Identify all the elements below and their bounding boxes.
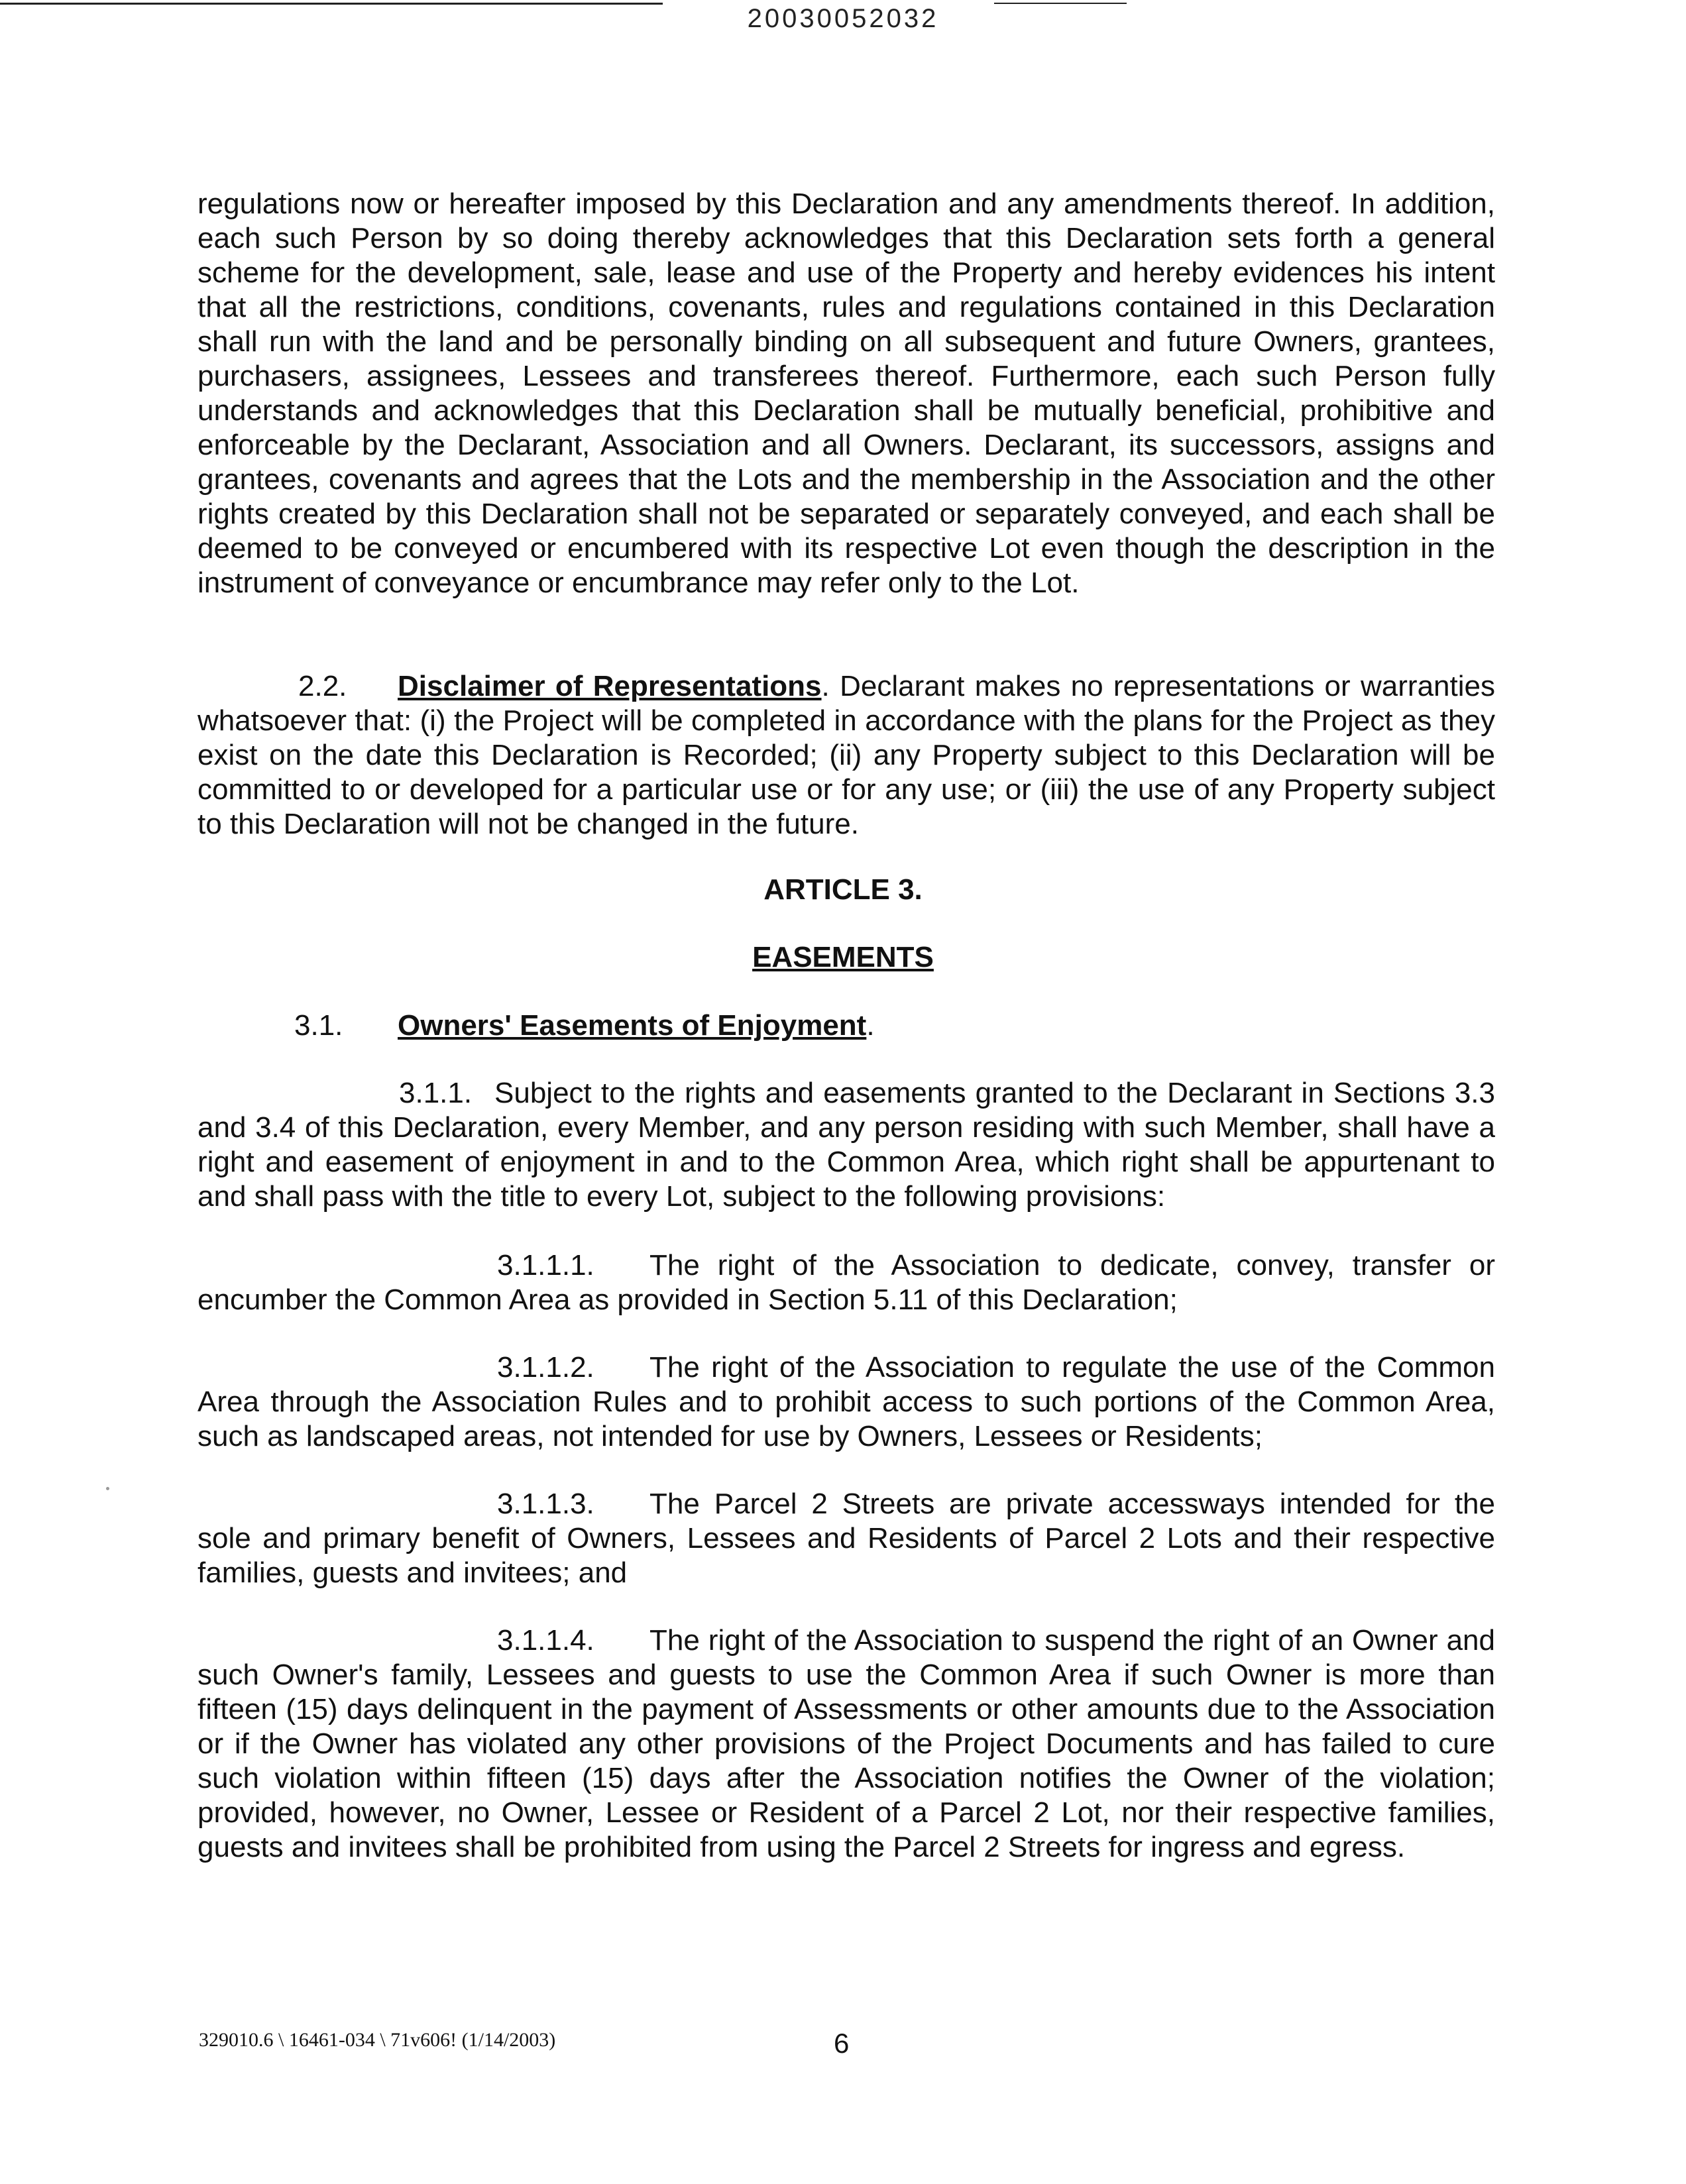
section-3-1-1-2 [197,1350,1495,1454]
section-number: 3.1. [294,1009,343,1042]
section-text: . Declarant makes no representations or warranties whatsoever that: (i) the Project will be completed in accordance with the plans for the Project as they exist on the date this Declaration is Recorded; (ii) any Property subject to this Declaration will be committed to or developed for a particular use or for any use; or (iii) the use of any Property subject to this Declaration will not be changed in the future. [197,670,1495,840]
section-2-2 [197,669,1495,842]
article-title: EASEMENTS [752,941,934,973]
section-number: 3.1.1.4. [497,1624,594,1657]
footer-document-code: 329010.6 \ 16461-034 \ 71v606! (1/14/2003) [199,2029,556,2051]
section-title: Disclaimer of Representations [398,670,822,702]
section-3-1-1-3 [197,1487,1495,1590]
section-number: 3.1.1.1. [497,1249,594,1282]
section-3-1-1-4 [197,1623,1495,1865]
section-number: 3.1.1.3. [497,1488,594,1520]
section-period: . [866,1009,875,1042]
section-text: The Parcel 2 Streets are private accessways intended for the sole and primary benefit of Owners, Lessees and Residents of Parcel 2 Lots and their respective families, guests and invitees; and [197,1488,1495,1589]
article-heading: ARTICLE 3. [763,873,923,906]
section-text: The right of the Association to suspend the right of an Owner and such Owner's family, Lessees and guests to use the Common Area if such Owner is more than fifteen (15) days delinquent in the payment of Assessments or other amounts due to the Association or if the Owner has violated any other provisions of the Project Documents and has failed to cure such violation within fifteen (15) days after the Association notifies the Owner of the violation; provided, however, no Owner, Lessee or Resident of a Parcel 2 Lot, nor their respective families, guests and invitees shall be prohibited from using the Parcel 2 Streets for ingress and egress. [197,1624,1495,1863]
paragraph-continuation: regulations now or hereafter imposed by this Declaration and any amendments thereof. In addition, each such Person by so doing thereby acknowledges that this Declaration sets forth a general scheme for the development, sale, lease and use of the Property and hereby evidences his intent that all the restrictions, conditions, covenants, rules and regulations contained in this Declaration shall run with the land and be personally binding on all subsequent and future Owners, grantees, purchasers, assignees, Lessees and transferees thereof. Furthermore, each such Person fully understands and acknowledges that this Declaration shall be mutually beneficial, prohibitive and enforceable by the Declarant, Association and all Owners. Declarant, its successors, assigns and grantees, covenants and agrees that the Lots and the membership in the Association and the other rights created by this Declaration shall not be separated or separately conveyed, and each shall be deemed to be conveyed or encumbered with its respective Lot even though the description in the instrument of conveyance or encumbrance may refer only to the Lot. [197,188,1495,599]
document-number: 20030052032 [747,4,939,33]
section-number: 2.2. [298,670,347,702]
section-text: Subject to the rights and easements granted to the Declarant in Sections 3.3 and 3.4 of this Declaration, every Member, and any person residing with such Member, shall have a right and easement of enjoyment in and to the Common Area, which right shall be appurtenant to and shall pass with the title to every Lot, subject to the following provisions: [197,1077,1495,1213]
scan-speck [106,1487,109,1490]
section-number: 3.1.1.2. [497,1351,594,1384]
page-number: 6 [834,2028,850,2059]
section-3-1-1 [197,1076,1495,1214]
section-text: The right of the Association to regulate the use of the Common Area through the Association Rules and to prohibit access to such portions of the Common Area, such as landscaped areas, not intended for use by Owners, Lessees or Residents; [197,1351,1495,1452]
section-3-1-1-1 [197,1248,1495,1317]
section-3-1 [197,1009,1495,1043]
section-text: The right of the Association to dedicate, convey, transfer or encumber the Common Area as provided in Section 5.11 of this Declaration; [197,1249,1495,1316]
section-number: 3.1.1. [399,1077,473,1109]
section-title: Owners' Easements of Enjoyment [398,1009,867,1042]
